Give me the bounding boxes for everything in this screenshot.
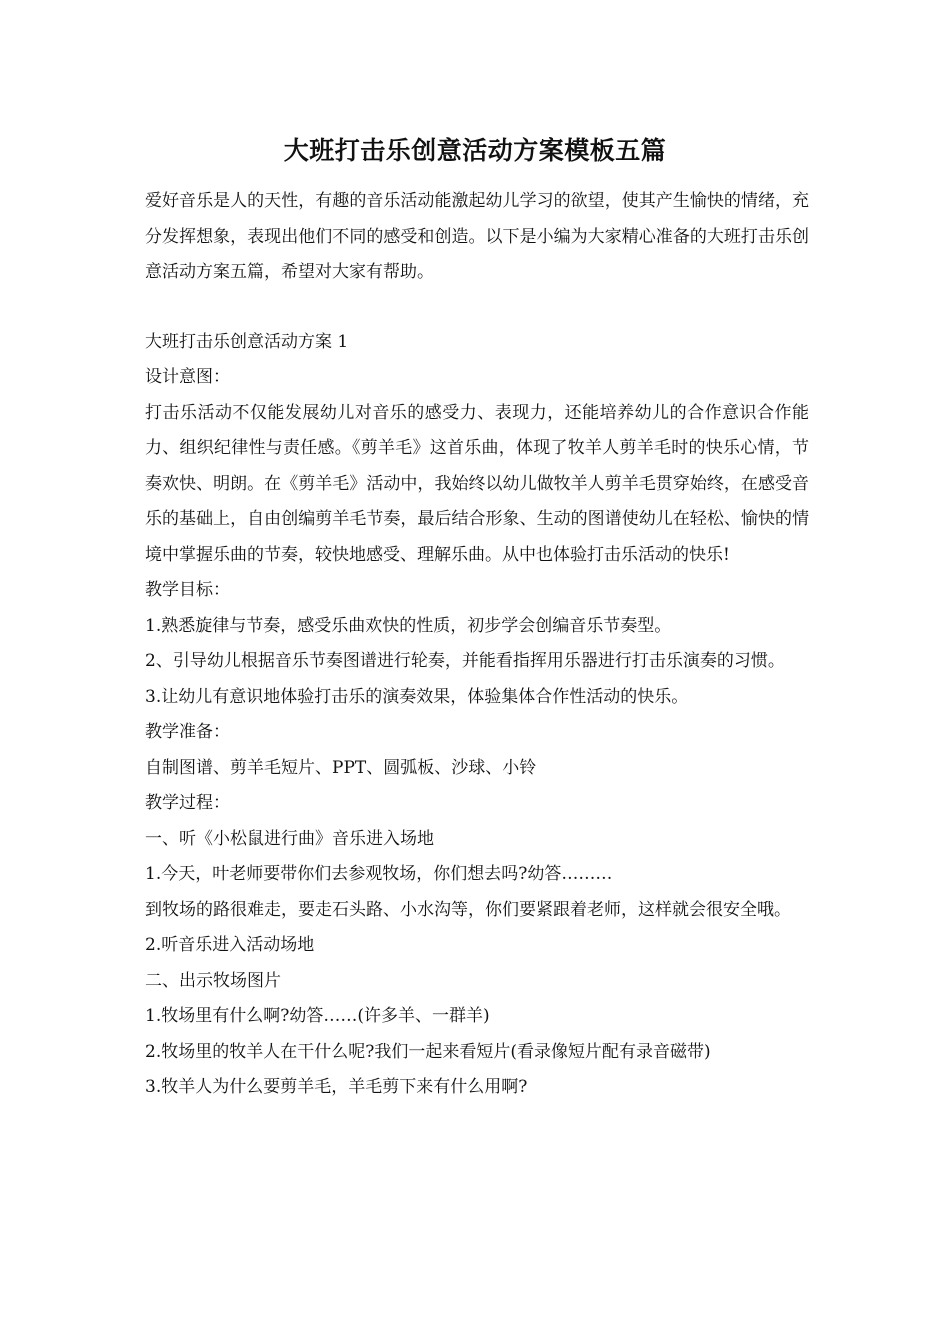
step-1-item-2: 2.听音乐进入活动场地 bbox=[145, 935, 315, 955]
document-title: 大班打击乐创意活动方案模板五篇 bbox=[283, 136, 667, 165]
paragraph-gap bbox=[145, 291, 809, 325]
goal-item-2: 2、引导幼儿根据音乐节奏图谱进行轮奏，并能看指挥用乐器进行打击乐演奏的习惯。 bbox=[145, 651, 785, 671]
document-body bbox=[145, 184, 809, 1106]
step-2-item-2: 2.牧场里的牧羊人在干什么呢?我们一起来看短片(看录像短片配有录音磁带) bbox=[145, 1041, 711, 1062]
intro-paragraph: 爱好音乐是人的天性，有趣的音乐活动能激起幼儿学习的欲望，使其产生愉快的情绪，充分发挥想象，表现出他们不同的感受和创造。以下是小编为大家精心准备的大班打击乐创意活动方案五篇，希望对大家有帮助。 bbox=[145, 191, 809, 282]
step-1-item-1: 1.今天，叶老师要带你们去参观牧场，你们想去吗?幼答……… bbox=[145, 864, 613, 884]
step-2-heading: 二、出示牧场图片 bbox=[145, 970, 281, 991]
step-1-heading: 一、听《小松鼠进行曲》音乐进入场地 bbox=[145, 828, 434, 849]
goal-item-3: 3.让幼儿有意识地体验打击乐的演奏效果，体验集体合作性活动的快乐。 bbox=[145, 686, 689, 707]
design-intent-paragraph: 打击乐活动不仅能发展幼儿对音乐的感受力、表现力，还能培养幼儿的合作意识合作能力、组织纪律性与责任感。《剪羊毛》这首乐曲，体现了牧羊人剪羊毛时的快乐心情，节奏欢快、明朗。在《剪羊毛》活动中，我始终以幼儿做牧羊人剪羊毛贯穿始终，在感受音乐的基础上，自由创编剪羊毛节奏，最后结合形象、生动的图谱使幼儿在轻松、愉快的情境中掌握乐曲的节奏，较快地感受、理解乐曲。从中也体验打击乐活动的快乐! bbox=[145, 402, 809, 565]
goal-item-1: 1.熟悉旋律与节奏，感受乐曲欢快的性质，初步学会创编音乐节奏型。 bbox=[145, 615, 672, 636]
step-2-item-1: 1.牧场里有什么啊?幼答……(许多羊、一群羊) bbox=[145, 1006, 490, 1026]
design-intent-label: 设计意图： bbox=[145, 367, 230, 387]
teaching-process-label: 教学过程： bbox=[145, 793, 230, 813]
step-1-detail: 到牧场的路很难走，要走石头路、小水沟等，你们要紧跟着老师，这样就会很安全哦。 bbox=[145, 899, 791, 920]
section-heading: 大班打击乐创意活动方案 1 bbox=[145, 331, 349, 352]
teaching-prep-label: 教学准备： bbox=[145, 722, 230, 742]
teaching-goals-label: 教学目标： bbox=[145, 580, 230, 600]
step-2-item-3: 3.牧羊人为什么要剪羊毛，羊毛剪下来有什么用啊? bbox=[145, 1077, 528, 1097]
teaching-prep-text: 自制图谱、剪羊毛短片、PPT、圆弧板、沙球、小铃 bbox=[145, 757, 537, 778]
